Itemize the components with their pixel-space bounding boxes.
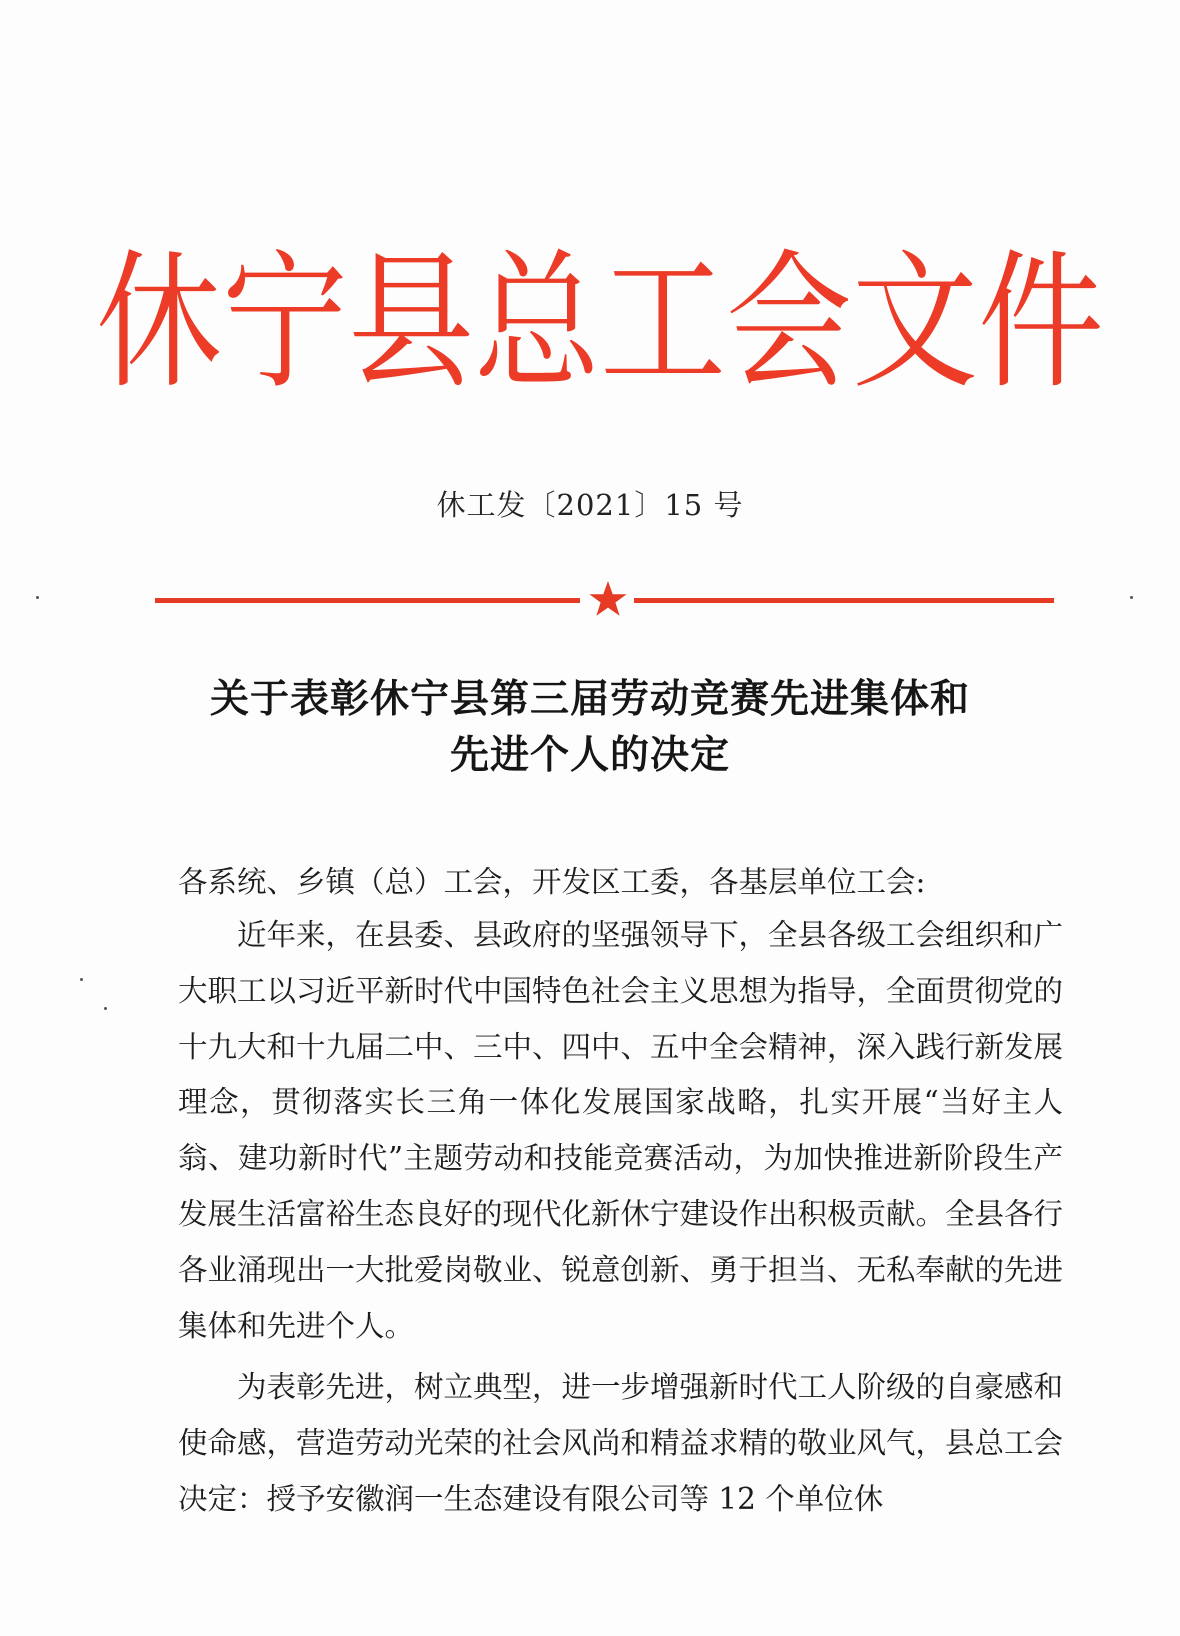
red-rule-left	[155, 598, 580, 603]
star-icon	[588, 579, 628, 619]
scan-speck	[36, 596, 39, 599]
scan-speck	[1130, 596, 1133, 599]
document-title-line1: 关于表彰休宁县第三届劳动竞赛先进集体和	[209, 676, 970, 722]
scan-speck	[80, 978, 83, 981]
salutation: 各系统、乡镇（总）工会，开发区工委，各基层单位工会:	[178, 865, 926, 899]
document-number: 休工发〔2021〕15 号	[436, 488, 744, 522]
red-rule-right	[634, 598, 1054, 603]
issuer-title: 休宁县总工会文件	[96, 235, 1104, 410]
body-paragraph-1: 近年来，在县委、县政府的坚强领导下，全县各级工会组织和广大职工以习近平新时代中国特色社会主义思想为指导，全面贯彻党的十九大和十九届二中、三中、四中、五中全会精神，深入践行新发展理念，贯彻落实长三角一体化发展国家战略，扎实开展“当好主人翁、建功新时代”主题劳动和技能竞赛活动，为加快推进新阶段生产发展生活富裕生态良好的现代化新休宁建设作出积极贡献。全县各行各业涌现出一大批爱岗敬业、锐意创新、勇于担当、无私奉献的先进集体和先进个人。	[178, 918, 1064, 1343]
scan-speck	[104, 1007, 107, 1010]
document-title-line2: 先进个人的决定	[449, 732, 730, 778]
body-paragraph-2: 为表彰先进，树立典型，进一步增强新时代工人阶级的自豪感和使命感，营造劳动光荣的社会风尚和精益求精的敬业风气，县总工会决定：授予安徽润一生态建设有限公司等 12 个单位休	[178, 1370, 1064, 1516]
